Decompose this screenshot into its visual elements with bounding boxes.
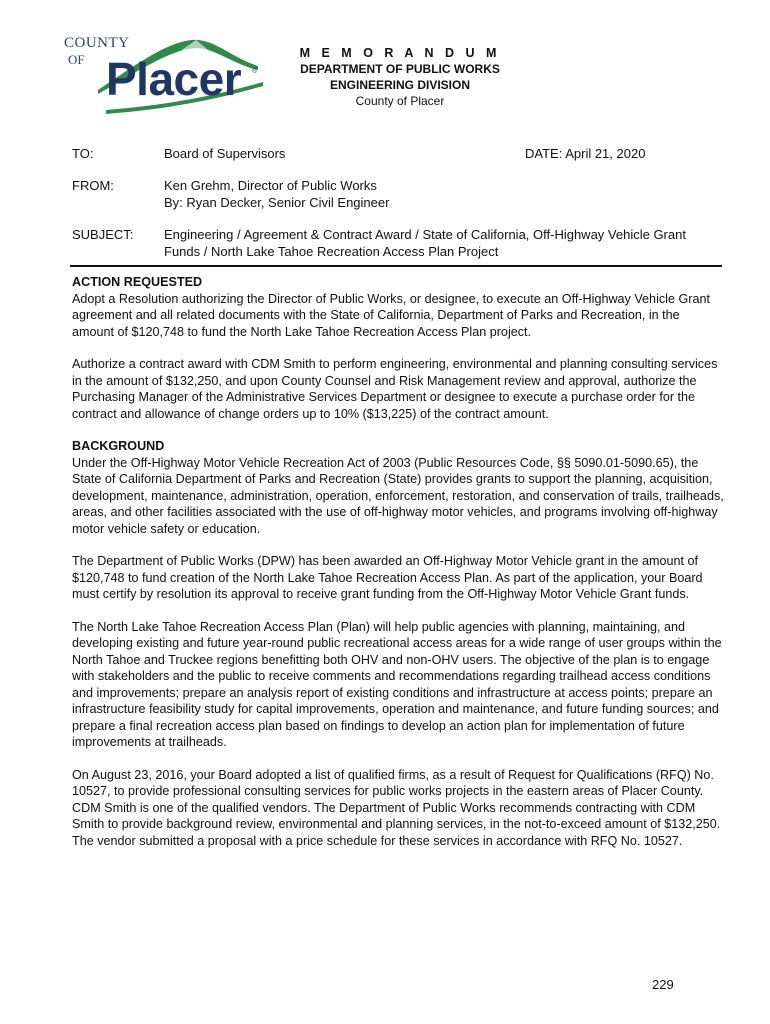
memo-body xyxy=(72,274,724,865)
logo-county-text: COUNTY xyxy=(64,35,130,51)
from-value xyxy=(164,178,389,211)
memo-division: ENGINEERING DIVISION xyxy=(329,78,471,92)
memo-department: DEPARTMENT OF PUBLIC WORKS xyxy=(300,62,500,76)
subject-line-2: Funds / North Lake Tahoe Recreation Access Plan Project xyxy=(164,243,499,259)
subject-label: SUBJECT: xyxy=(72,227,134,242)
action-paragraph-2: Authorize a contract award with CDM Smith to perform engineering, environmental and planning consulting services in the amount of $132,250, and upon County Counsel and Risk Management review and approval, authorize the Purchasing Manager of the Administrative Services Department or designee to execute a purchase order for the contract and allowance of change orders up to 10% ($13,225) of the contract amount. xyxy=(72,357,718,421)
header-divider xyxy=(70,265,722,267)
to-label: TO: xyxy=(72,146,94,161)
subject-value xyxy=(164,227,729,260)
from-label: FROM: xyxy=(72,178,114,193)
logo-of-text: OF xyxy=(68,52,85,67)
county-logo xyxy=(58,28,263,118)
action-requested-heading: ACTION REQUESTED xyxy=(72,275,203,289)
memo-county: County of Placer xyxy=(355,94,445,108)
background-paragraph-3: The North Lake Tahoe Recreation Access Plan (Plan) will help public agencies with planning, maintaining, and developing existing and future year-round public recreational access areas for a wide range of user groups within the North Tahoe and Truckee regions benefitting both OHV and non-OHV users. The objective of the plan is to engage with stakeholders and the public to receive comments and recommendations regarding trailhead access conditions and improvements; prepare an analysis report of existing conditions and infrastructure at access points; prepare an infrastructure feasibility study for capital improvements, operation and maintenance, and future funding sources; and prepare a final recreation access plan based on findings to develop an action plan for implementation of future improvements at trailheads. xyxy=(72,619,722,749)
to-value: Board of Supervisors xyxy=(164,146,286,161)
registered-mark: ® xyxy=(252,68,258,75)
background-heading: BACKGROUND xyxy=(72,439,165,453)
from-line-2: By: Ryan Decker, Senior Civil Engineer xyxy=(164,194,390,210)
logo-placer-text: Placer xyxy=(106,53,242,105)
memo-date: DATE: April 21, 2020 xyxy=(525,146,646,161)
memo-title: M E M O R A N D U M xyxy=(299,46,501,60)
background-paragraph-2: The Department of Public Works (DPW) has been awarded an Off-Highway Motor Vehicle grant in the amount of $120,748 to fund creation of the North Lake Tahoe Recreation Access Plan. As part of the application, your Board must certify by resolution its approval to receive grant funding from the Off-Highway Motor Vehicle Grant funds. xyxy=(72,554,703,601)
subject-line-1: Engineering / Agreement & Contract Award / State of California, Off-Highway Vehicle Grant xyxy=(164,227,686,242)
background-paragraph-4: On August 23, 2016, your Board adopted a list of qualified firms, as a result of Request for Qualifications (RFQ) No. 10527, to provide professional consulting services for public works projects in the eastern areas of Placer County. CDM Smith is one of the qualified vendors. The Department of Public Works recommends contracting with CDM Smith to provide background review, environmental and planning services, in the not-to-exceed amount of $132,250. The vendor submitted a proposal with a price schedule for these services in accordance with RFQ No. 10527. xyxy=(72,767,721,848)
from-line-1: Ken Grehm, Director of Public Works xyxy=(164,178,377,193)
background-paragraph-1: Under the Off-Highway Motor Vehicle Recreation Act of 2003 (Public Resources Code, §§ 5090.01-5090.65), the State of California Department of Parks and Recreation (State) provides grants to support the planning, acquisition, development, maintenance, administration, operation, enforcement, restoration, and conservation of trails, trailheads, areas, and other facilities associated with the use of off-highway motor vehicles, and programs involving off-highway motor vehicle safety or education. xyxy=(72,455,724,536)
memo-heading xyxy=(280,45,520,109)
page-number: 229 xyxy=(652,977,674,992)
action-paragraph-1: Adopt a Resolution authorizing the Director of Public Works, or designee, to execute an Off-Highway Vehicle Grant agreement and all related documents with the State of California, Department of Parks and Recreation, in the amount of $120,748 to fund the North Lake Tahoe Recreation Access Plan project. xyxy=(72,291,710,339)
